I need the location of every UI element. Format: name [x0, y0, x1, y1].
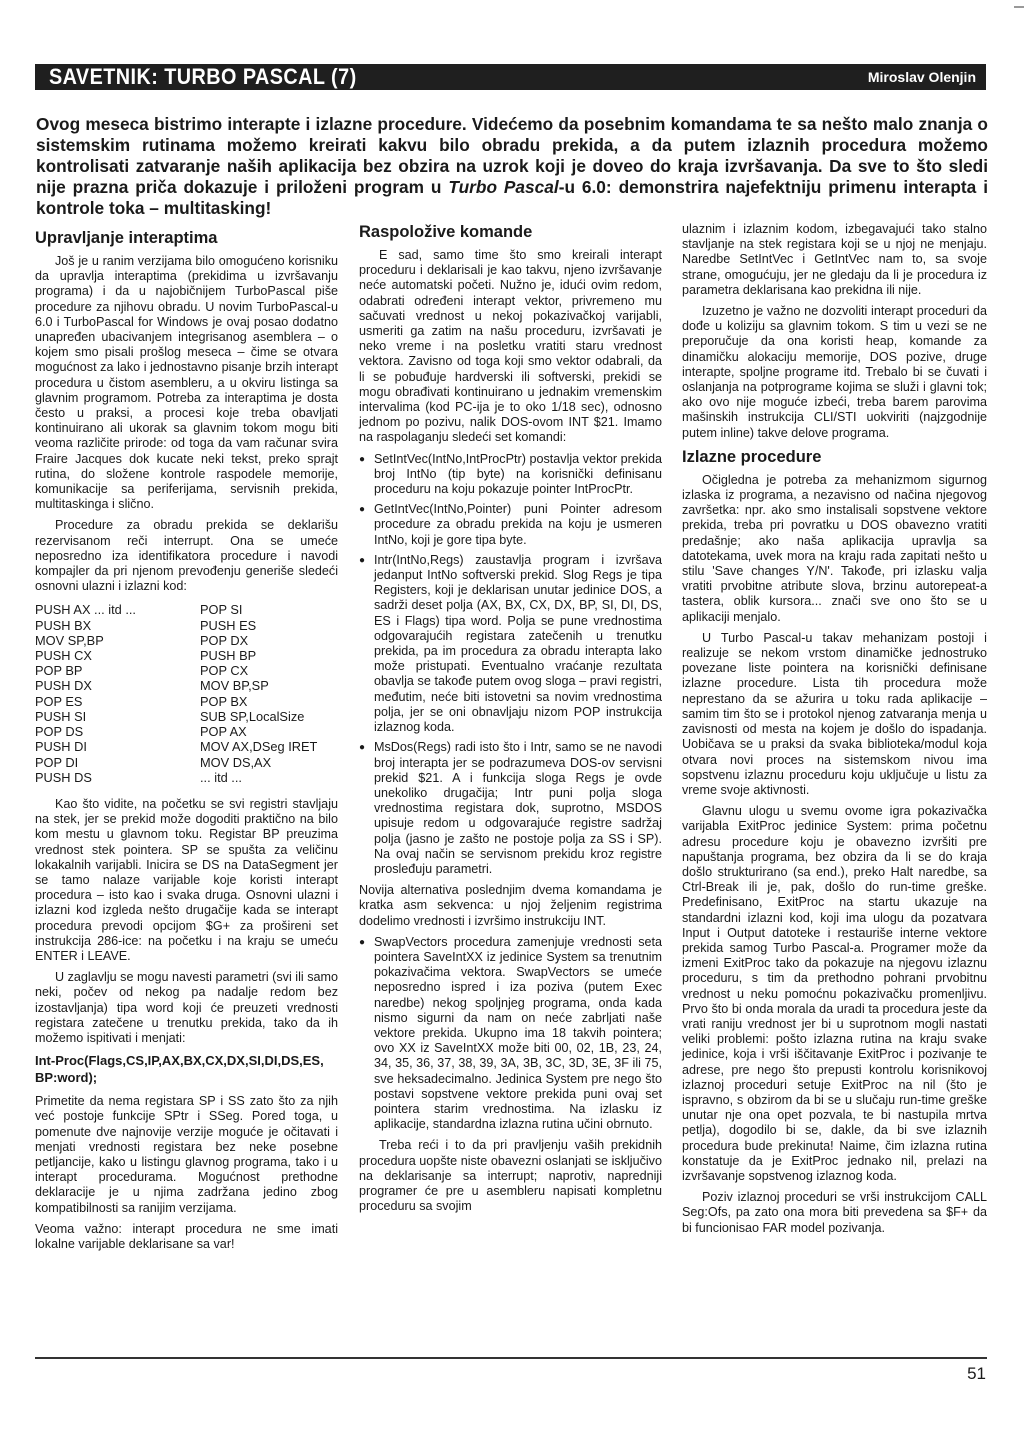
code-line: ... itd ...: [200, 769, 242, 785]
column-2: [359, 222, 662, 1220]
paragraph: ulaznim i izlaznim kodom, izbegavajući tako stalno stavljanje na stek registara koji se u njoj ne menjaju. Naredbe SetIntVec i GetIntVec nam to, sa svoje strane, omogućuju, jer ne gledaju da li je procedura iz parametra deklarisana kao prekidna ili nije.: [682, 222, 987, 297]
paragraph: U zaglavlju se mogu navesti parametri (svi ili samo neki, počev od nekog pa nadalje redom bez izostavljanja) tipa word koji će preuzeti vrednosti registara zatečene u trenutku prekida, tako da ih možemo ispitivati i menjati:: [35, 970, 338, 1045]
paragraph: Izuzetno je važno ne dozvoliti interapt proceduri da dođe u koliziju sa glavnim tokom. S tim u vezi se ne preporučuje da ona koristi heap, komande za dinamičku alokaciju memorije, DOS pozive, druge interapte, spoljne programe itd. Trebalo bi se čuvati i oslanjanja na potprograme kojima se služi i glavni tok; ako ovo nije moguće izbeći, treba barem parovima mašinskih instrukcija CLI/STI uokviriti (najzgodnije putem inline) takve delove programa.: [682, 304, 987, 440]
code-line: POP CX: [200, 663, 249, 679]
procedure-header: Int-Proc(Flags,CS,IP,AX,BX,CX,DX,SI,DI,DS,ES, BP:word);: [35, 1053, 324, 1086]
paragraph: Kao što vidite, na početku se svi registri stavljaju na stek, jer se prekid može dogoditi praktično na bilo kom mestu u glavnom toku. Registar BP preuzima vrednost stek pointera. SP se spušta za veličinu lokakalnih varijabli. Inicira se DS na DataSegment jer se tamo nalaze varijable koje koristi interapt procedura – isto kao i svaka druga. Osnovni ulazni i izlazni kod izgleda nešto drugačije kada se interapt procedura prevodi opcijom $G+ za prošireni set instrukcija 286-ice: na početku i na kraju se umeću ENTER i LEAVE.: [35, 796, 338, 963]
code-line: PUSH ES: [200, 617, 257, 633]
paragraph: Glavnu ulogu u svemu ovome igra pokazivačka varijabla ExitProc jedinice System: prima početnu adresu procedure koju je obavezno izvršiti pre napuštanja programa, bez obzira da li se do kraja došlo strukturirano (sa end.), preko Halt naredbe, sa Ctrl-Break ili je, pak, došlo do run-time greške. Predefinisano, ExitProc na startu ukazuje na standardni izlazni kod, koji ima ulogu da pozatvara Input i Output datoteke i restauriše interne vektore prekida samog Turbo Pascal-a. Programer može da izmeni ExitProc tako da pokazuje na njegovu izlaznu proceduru, s tim da prethodno pohrani prvobitnu vrednost u neku pomoćnu pokazivačku promenljivu. Prvo što bi onda morala da uradi ta procedura jeste da vrati raniju vrednost jer bi u suprotnom mogli nastati veliki problemi: pošto izlazna rutina na kraju svake jedinice, koja i vrši iščitavanje ExitProc i pozivanje te adrese, pre nego što prepusti kontrolu korisnikovoj izlaznoj proceduri setuje ExitProc na nil (što je ispravno, s obzirom da bi se u slučaju run-time greške unutar nje ona opet pozvala, te bi nastupila mrtva petlja), dogodilo bi se, dakle, da bi sve izlaznih procedura bude prekinuta! Naime, čim izlazna rutina konstatuje da je ExitProc jednako nil, prelazi na izvršavanje sopstvenog izlaznog koda.: [682, 804, 987, 1183]
code-line: PUSH BP: [200, 648, 257, 664]
command-list: [359, 935, 662, 1133]
paragraph: E sad, samo time što smo kreirali interapt proceduru i deklarisali je kao takvu, njeno izvršavanje neće automatski početi. Nužno je, idući ovim redom, odabrati određeni interapt vektor, privremeno mu sačuvati vrednost u nekoj pokazivačkoj varijabli, usmeriti ga zatim na našu proceduru, izvršavati je neko vreme i na posletku vratiti staru vrednost vektora. Zavisno od toga koji smo vektor odabrali, da li se pobuđuje hardverski ili softverski, prekidi se mogu obrađivati kontinuirano u jednakim vremenskim intervalima (kod PC-ija je to oko 1/18 sec), odnosno jednom po pozivu, nalik DOS-ovom INT $21. Imamo na raspolaganju sledeći set komandi:: [359, 248, 662, 445]
lead-text-1: Ovog meseca bistrimo interapte i izlazne procedure. Videćemo da posebnim komandama te sa nešto malo znanja o sistemskim rutinama možemo kreirati kakvu bilo obradu prekida, a da putem izlaznih procedura možemo kontrolisati zatvaranje naših aplikacija bez obzira na uzrok koji je doveo do kraja izvršavanja. Da sve to što sledi nije prazna priča dokazuje i priloženi program u: [36, 114, 988, 197]
section-heading: Raspoložive komande: [359, 223, 533, 241]
footer-rule: [35, 1357, 987, 1359]
code-line: PUSH BX: [35, 617, 92, 633]
code-line: MOV BP,SP: [200, 678, 269, 694]
code-line: MOV DS,AX: [200, 754, 272, 770]
section-heading: Izlazne procedure: [682, 447, 822, 466]
list-item: ● GetIntVec(IntNo,Pointer) puni Pointer adresom procedure za obradu prekida na koju je usmeren IntNo, koji je gore tipa byte.: [359, 502, 662, 548]
code-line: POP AX: [200, 724, 247, 740]
list-item: ● MsDos(Regs) radi isto što i Intr, samo se ne navodi broj interapta jer se podrazumeva DOS-ov servisni prekid $21. A i funkcija sloga Regs je ovde unekoliko drugačija; Intr puni polja sloga vrednostima registara dok, suprotno, MSDOS upisuje redom u odgovarajuće registre sadržaj polja (jasno je zašto ne postoje polja za SS i SP). Na ovaj način se servisnom prekidu kroz registre prosleđuju parametri.: [359, 740, 662, 877]
paragraph: Novija alternativa poslednjim dvema komandama je kratka asm sekvenca: u njoj željenim registrima dodelimo vrednosti i izvršimo instrukciju INT.: [359, 883, 662, 928]
paragraph: Još je u ranim verzijama bilo omogućeno korisniku da upravlja interaptima (prekidima u izvršavanju programa) i da u najobičnijem TurboPascal piše procedure za njihovu obradu. U novim TurboPascal-u 6.0 i TurboPascal for Windows je ovaj posao dodatno unapređen ubacivanjem integrisanog asemblera – o kojem smo pisali prošlog meseca – čime se otvara mogućnost za lako i jednostavno pisanje brzih interapt procedura u čistom asembleru, a u okviru listinga sa glavnim programom. Potreba za interaptima je dosta često u praksi, a procesi koje treba obavljati kontinuirano ali ukorak sa glavnim tokom mogu biti veoma različite prirode: od toga da vam računar svira Fraire Jacques dok kucate neki tekst, preko sprajt rutina, do složene kontrole raspodele memorije, komunikacije sa periferijama, servisnih prekida, multitaskinga i slično.: [35, 254, 338, 512]
paragraph: Očigledna je potreba za mehanizmom sigurnog izlaska iz programa, a nezavisno od načina njegovog završetka: npr. ako smo instalisali sopstvene vektore prekida, treba pri povratku u DOS obavezno vratiti predašnje; ako naša aplikacija upravlja sa datotekama, uvek mora na kraju rada zapitati nešto u stilu 'Save changes Y/N'. Takođe, pri izlasku valja vratiti prvobitne atribute slova, brzinu autorepeat-a tastera, oblik kursora... znači sve ono što se u aplikaciji menjalo.: [682, 472, 987, 624]
code-line: POP ES: [35, 693, 83, 709]
command-list: [359, 452, 662, 877]
section-heading: Upravljanje interaptima: [35, 229, 218, 247]
code-line: POP DX: [200, 632, 249, 648]
header-bar: [35, 64, 986, 90]
code-line: PUSH DX: [35, 678, 92, 694]
code-line: PUSH DI: [35, 739, 87, 755]
lead-italic: Turbo Pascal: [448, 177, 559, 197]
edge-mark: [1014, 6, 1024, 8]
code-line: POP SI: [200, 602, 243, 618]
list-item: ● SetIntVec(IntNo,IntProcPtr) postavlja vektor prekida broj IntNo (tip byte) na korisnički definisanu proceduru na koju pokazuje pointer IntProcPtr.: [359, 452, 662, 498]
code-line: MOV SP,BP: [35, 632, 104, 648]
code-line: PUSH DS: [35, 769, 92, 785]
list-item: ● Intr(IntNo,Regs) zaustavlja program i izvršava jedanput IntNo softverski prekid. Slog Regs je tipa Registers, koji je deklarisan unutar jedinice DOS, a sadrži deset polja (AX, BX, CX, DX, BP, SI, DI, DS, ES i Flags) tipa word. Polja se pune vrednostima odgovarajućih registara zatečenih u trenutku prekida, pa im procedura za obradu interapta lako može pristupati. Eventualno vraćanje rezultata obavlja se takođe putem ovog sloga – pravi registri, međutim, neće biti istovetni sa novim vrednostima polja, jer se oni obnavljaju nizom POP instrukcija izlaznog koda.: [359, 553, 662, 735]
code-line: POP BX: [200, 693, 248, 709]
column-3: [682, 222, 987, 1242]
series-title: SAVETNIK: TURBO PASCAL (7): [49, 64, 357, 89]
code-line: POP BP: [35, 663, 83, 679]
lead-paragraph: [36, 114, 988, 219]
page-number: 51: [967, 1364, 986, 1383]
paragraph: Primetite da nema registara SP i SS zato što za njih već postoje funkcije SPtr i SSeg. Pored toga, u pomenute dve najnovije verzije moguće je očitavati i menjati vrednosti registara bez neke posebne petljancije, kako u listingu glavnog programa, tako i u interapt procedurama. Mogućnost prethodne deklaracije je u njima zadržana jedino zbog kompatibilnosti sa ranijim verzijama.: [35, 1094, 338, 1215]
code-line: MOV AX,DSeg IRET: [200, 739, 318, 755]
lead-text-2: -u 6.0: demonstrira najefektniju primenu interapta i kontrole toka – multitasking!: [36, 177, 988, 218]
code-line: PUSH AX ... itd ...: [35, 602, 136, 618]
warning-paragraph: Veoma važno: interapt procedura ne sme imati lokalne varijable deklarisane sa var!: [35, 1221, 338, 1251]
code-line: POP DI: [35, 754, 79, 770]
code-line: PUSH SI: [35, 708, 87, 724]
code-line: PUSH CX: [35, 648, 92, 664]
paragraph: U Turbo Pascal-u takav mehanizam postoji i realizuje se nekom vrstom dinamičke jednostruko povezane liste pointera na korisnički definisane izlazne procedure. Lista tih procedura može neprestano da se ažurira u toku rada aplikacije – samim tim što se i protokol njenog zatvaranja menja u zavisnosti od mesta na kojem je došlo do ispadanja. Uobičava se u praksi da svaka biblioteka/modul koja otvara novi proces na sistemskom nivou ima sopstvenu izlaznu proceduru koju uključuje u listu za vreme svoje aktivnosti.: [682, 630, 987, 797]
paragraph: Procedure za obradu prekida se deklarišu rezervisanom reči interrupt. Ona se umeće neposredno iza identifikatora procedure i navodi kompajler da pri njenom prevođenju generiše sledeći osnovni ulazni i izlazni kod:: [35, 518, 338, 594]
list-item: ● SwapVectors procedura zamenjuje vrednosti seta pointera SaveIntXX iz jedinice System sa trenutnim pokazivačima vektora. SwapVectors se umeće neposredno ispred i iza poziva (putem Exec naredbe) nekog spoljnjeg programa, onda kada nismo sigurni da nam on neće zabrljati naše vektore prekida. Ukupno ima 18 takvih pointera; ovo XX iz SaveIntXX može biti 00, 02, 1B, 23, 24, 34, 35, 36, 37, 38, 39, 3A, 3B, 3C, 3D, 3E, 3F ili 75, sve heksadecimalno. Jedinica System pre nego što postavi sopstvene vektore prekida puni ovaj set pointera starim vrednostima. Na izlasku iz aplikacije, standardna izlazna rutina učini obrnuto.: [359, 935, 662, 1133]
paragraph: Treba reći i to da pri pravljenju vaših prekidnih procedura uopšte niste obavezni oslanjati se isključivo na deklarisanje sa interrupt; naprotiv, napredniji programer će pre u asembleru napisati kompletnu proceduru sa svojim: [359, 1138, 662, 1214]
author-name: Miroslav Olenjin: [867, 69, 976, 85]
code-line: POP DS: [35, 724, 84, 740]
paragraph: Poziv izlaznoj proceduri se vrši instrukcijom CALL Seg:Ofs, pa zato ona mora biti prevedena sa $F+ da bi funcionisao FAR model pozivanja.: [682, 1190, 987, 1235]
column-1: [35, 228, 338, 1258]
code-listing: [35, 602, 338, 784]
code-line: SUB SP,LocalSize: [200, 708, 305, 724]
